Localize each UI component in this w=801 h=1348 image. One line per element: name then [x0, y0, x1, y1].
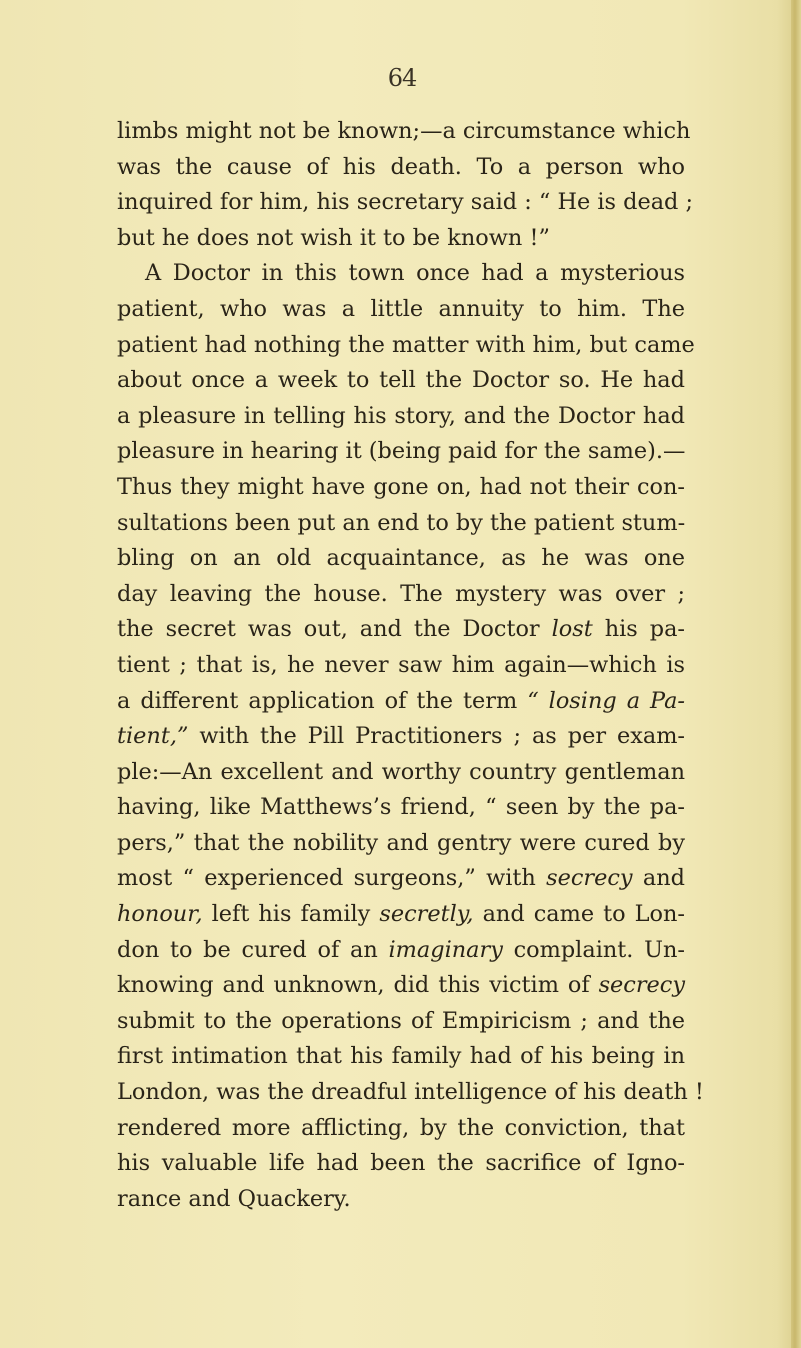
italic-word: imaginary — [388, 936, 503, 963]
italic-phrase: “ losing a Pa- — [527, 687, 686, 714]
text-line: having, like Matthews’s friend, “ seen by the pa- — [117, 794, 685, 821]
text-line: don to be cured of an imaginary complaint. Un- — [117, 936, 685, 963]
text-line: most “ experienced surgeons,” with secrecy and — [117, 865, 685, 892]
italic-word: secrecy — [546, 865, 633, 892]
text-line: rance and Quackery. — [117, 1185, 351, 1212]
text-line: sultations been put an end to by the patient stum- — [117, 509, 686, 536]
text-line: patient had nothing the matter with him, but came — [117, 331, 695, 358]
text-line: was the cause of his death. To a person who — [117, 153, 685, 180]
text-line: Thus they might have gone on, had not their con- — [117, 473, 685, 500]
text-line: pleasure in hearing it (being paid for the same).— — [117, 438, 686, 465]
text-line: patient, who was a little annuity to him. The — [117, 295, 685, 322]
text-line: but he does not wish it to be known !” — [117, 224, 550, 251]
text-line: about once a week to tell the Doctor so. He had — [117, 367, 685, 394]
italic-word: lost — [551, 616, 593, 643]
text-line: inquired for him, his secretary said : “ He is dead ; — [117, 189, 694, 216]
text-line: knowing and unknown, did this victim of secrecy — [117, 972, 685, 999]
text-line: a different application of the term “ losing a Pa- — [117, 687, 686, 714]
text-line: tient ; that is, he never saw him again—which is — [117, 651, 685, 678]
text-line: tient,” with the Pill Practitioners ; as per exam- — [117, 723, 685, 750]
italic-word: honour, — [117, 901, 203, 928]
italic-word: secretly, — [379, 901, 474, 928]
text-line: pers,” that the nobility and gentry were cured by — [117, 829, 685, 856]
text-line: the secret was out, and the Doctor lost his pa- — [117, 616, 685, 643]
text-line: day leaving the house. The mystery was over ; — [117, 580, 685, 607]
page-number: 64 — [387, 64, 417, 92]
text-line: first intimation that his family had of his being in — [117, 1043, 685, 1070]
text-line: a pleasure in telling his story, and the Doctor had — [117, 402, 685, 429]
text-line: limbs might not be known;—a circumstance which — [117, 118, 691, 144]
text-line: bling on an old acquaintance, as he was one — [117, 545, 685, 572]
text-line: honour, left his family secretly, and came to Lon- — [117, 901, 685, 928]
body-text — [117, 114, 704, 1217]
text-line: London, was the dreadful intelligence of his death ! — [117, 1079, 704, 1106]
text-line: rendered more afflicting, by the conviction, that — [117, 1114, 685, 1141]
italic-word: secrecy — [598, 972, 685, 999]
page-edge — [791, 0, 801, 1348]
italic-word: tient,” — [117, 723, 189, 750]
text-line: his valuable life had been the sacrifice of Igno- — [117, 1150, 685, 1177]
paragraph-start-line: A Doctor in this town once had a mysterious — [145, 260, 685, 287]
text-line: submit to the operations of Empiricism ; and the — [117, 1007, 685, 1034]
text-line: ple:—An excellent and worthy country gentleman — [117, 758, 685, 785]
